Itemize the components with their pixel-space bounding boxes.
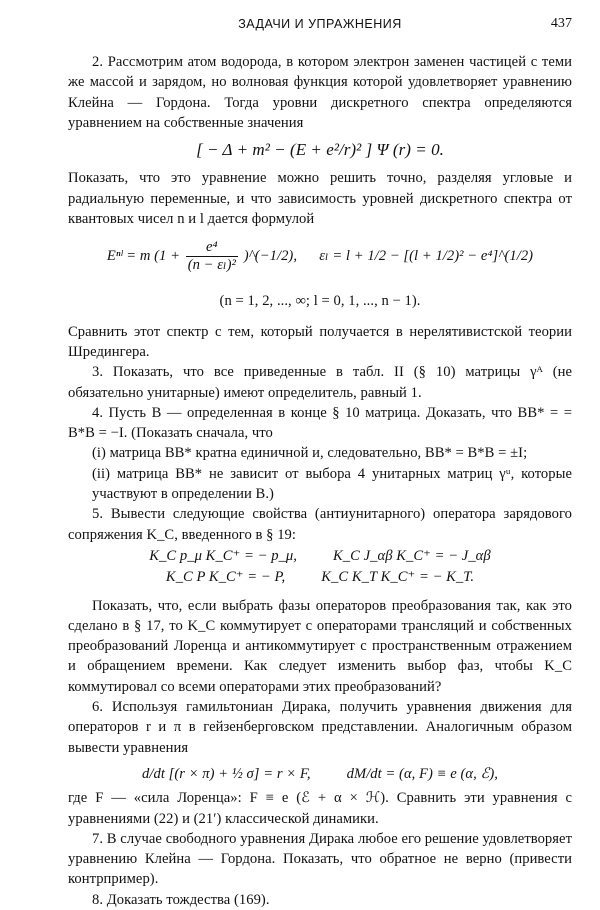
equation-energy-levels: [68, 239, 572, 289]
page-header: [68, 14, 572, 36]
equation-klein-gordon: [ − Δ + m² − (E + e²/r)² ] Ψ (r) = 0.: [196, 140, 444, 160]
problem-7: 7. В случае свободного уравнения Дирака любое его решение удовлетворяет уравнению Клейна — Гордона. Показать, что обратное не верно (привести контрпример).: [68, 830, 572, 888]
problem-6-text: где F — «сила Лоренца»: F ≡ e (ℰ + α × ℋ). Сравнить эти уравнения с уравнениями (22) и (21′) классической динамики.: [68, 790, 572, 827]
energy-formula-right: εₗ = l + 1/2 − [(l + 1/2)² − e⁴]^(1/2): [319, 248, 534, 265]
problem-8: 8. Доказать тождества (169).: [92, 891, 270, 908]
equation-energy-rate: dM/dt = (α, F) ≡ e (α, ℰ),: [346, 765, 498, 782]
problem-2-text: Показать, что это уравнение можно решить точно, разделяя угловые и радиальную переменные, и что зависимость уровней дискретного спектра от квантовых чисел n и l дается формулой: [68, 170, 572, 228]
equation-kc-time-reversal: K_C K_T K_C⁺ = − K_T.: [321, 569, 475, 586]
problem-3: 3. Показать, что все приведенные в табл. II (§ 10) матрицы γᴬ (не обязательно унитарные) имеют определитель, равный 1.: [68, 364, 572, 401]
problem-5-intro: 5. Вывести следующие свойства (антиунитарного) оператора зарядового сопряжения K_C, введенного в § 19:: [68, 506, 572, 543]
problem-6-intro: 6. Используя гамильтониан Дирака, получить уравнения движения для операторов r и π в гейзенберговском представлении. Аналогичным образом вывести уравнения: [68, 699, 572, 756]
equation-kc-angular: K_C J_αβ K_C⁺ = − J_αβ: [333, 547, 491, 564]
problem-5-text: Показать, что, если выбрать фазы операторов преобразования так, как это сделано в § 17, то K_C коммутирует с операторами трансляций и собственных преобразований Лоренца и антикоммутирует с пространственным отражением и обращением времени. Как следует изменить выбор фаз, чтобы K_C коммутировал со всеми операторами этих преобразований?: [68, 597, 572, 695]
problem-4-item-i: (i) матрица BB* кратна единичной и, следовательно, BB* = B*B = ±I;: [92, 445, 528, 462]
charge-conjugation-equations-row-2: [68, 567, 572, 587]
page-number: 437: [550, 16, 572, 31]
energy-fraction: [186, 239, 238, 274]
charge-conjugation-equations-row-1: [68, 546, 572, 566]
equation-kc-parity: K_C P K_C⁺ = − P,: [165, 569, 286, 586]
problem-4-intro: 4. Пусть B — определенная в конце § 10 матрица. Доказать, что BB* = = B*B = −I. (Показать сначала, что: [68, 404, 572, 442]
equation-angular-momentum: d/dt [(r × π) + ½ σ] = r × F,: [142, 765, 311, 782]
quantum-number-conditions: (n = 1, 2, ..., ∞; l = 0, 1, ..., n − 1).: [219, 293, 421, 310]
running-title: ЗАДАЧИ И УПРАЖНЕНИЯ: [238, 17, 402, 31]
problem-2-intro: 2. Рассмотрим атом водорода, в котором электрон заменен частицей с теми же массой и зарядом, но волновая функция которой удовлетворяет уравнению Клейна — Гордона. Тогда уровни дискретного спектра определяются уравнением на собственные значения: [68, 54, 572, 131]
equations-of-motion: [68, 764, 572, 784]
energy-formula-left: Eⁿˡ = m (1 +: [106, 248, 180, 265]
problem-4-item-ii: (ii) матрица BB* не зависит от выбора 4 унитарных матриц γᵘ, которые участвуют в определении B.): [92, 465, 572, 503]
problem-2-compare: Сравнить этот спектр с тем, который получается в нерелятивистской теории Шредингера.: [68, 323, 572, 360]
equation-kc-momentum: K_C p_μ K_C⁺ = − p_μ,: [149, 547, 298, 564]
energy-fraction-denominator: (n − εₗ)²: [187, 257, 236, 274]
energy-formula-left-end: )^(−1/2),: [243, 248, 298, 265]
energy-fraction-numerator: e⁴: [186, 239, 238, 257]
